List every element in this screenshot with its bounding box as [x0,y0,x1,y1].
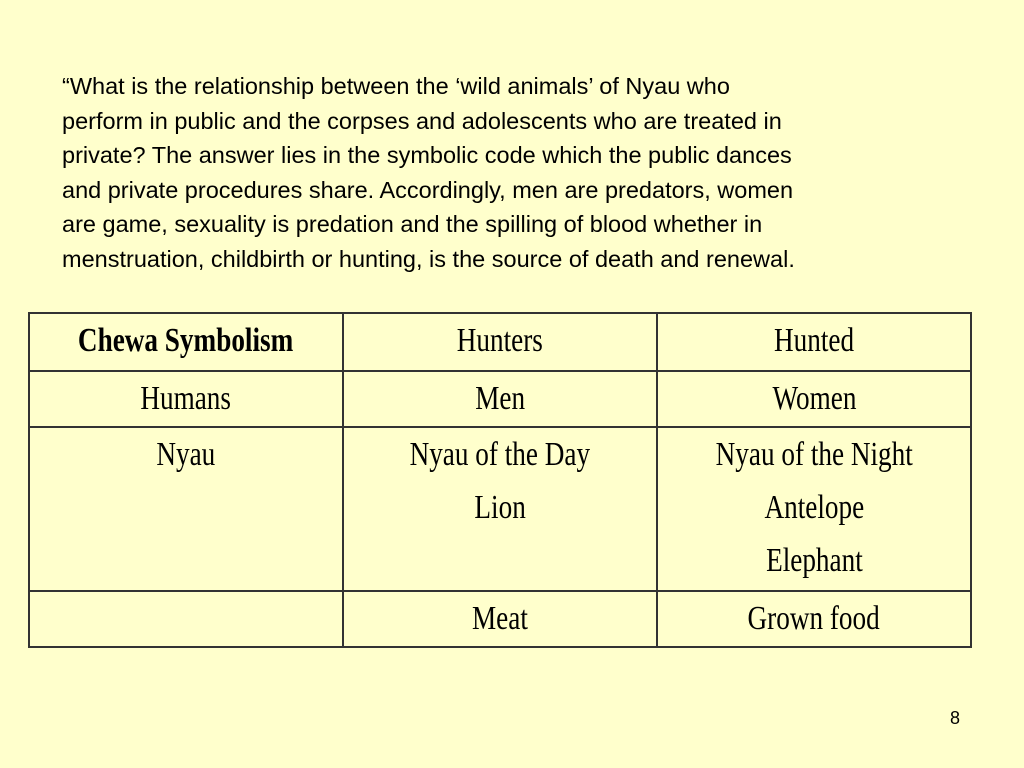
table-cell [657,371,971,427]
table-cell [657,427,971,591]
quote-line: “What is the relationship between the ‘wild animals’ of Nyau who [62,73,730,99]
header-hunted: Hunted [773,322,855,359]
header-chewa-symbolism: Chewa Symbolism [78,322,294,359]
chewa-symbolism-table [28,312,972,648]
table-header-cell [657,313,971,371]
table-cell [29,591,343,647]
table-cell [343,591,657,647]
table-header-row [29,313,971,371]
quote-paragraph [62,69,982,276]
page-number: 8 [950,708,961,728]
table-row [29,427,971,591]
quote-line: are game, sexuality is predation and the spilling of blood whether in [62,211,763,237]
hunted-value: Grown food [747,600,881,637]
hunted-value: Women [772,380,856,417]
table-cell [29,371,343,427]
hunted-value: Nyau of the Night [715,436,913,473]
hunters-value: Nyau of the Day [409,436,591,473]
table-cell [29,427,343,591]
row-label: Humans [140,380,232,417]
quote-line: private? The answer lies in the symbolic code which the public dances [62,142,792,168]
header-hunters: Hunters [456,322,544,359]
table-cell [343,371,657,427]
hunters-value: Lion [474,489,526,526]
quote-line: menstruation, childbirth or hunting, is the source of death and renewal. [62,245,795,272]
row-label: Nyau [156,436,216,473]
quote-line: and private procedures share. Accordingly, men are predators, women [62,176,794,203]
table-row [29,371,971,427]
table-cell [657,591,971,647]
hunters-value: Meat [472,600,528,637]
hunters-value: Men [475,380,525,417]
table-header-cell [29,313,343,371]
table-cell [343,427,657,591]
hunted-value: Elephant [765,542,863,579]
table-row [29,591,971,647]
quote-line: perform in public and the corpses and adolescents who are treated in [62,107,782,134]
table-header-cell [343,313,657,371]
hunted-value: Antelope [764,489,864,526]
